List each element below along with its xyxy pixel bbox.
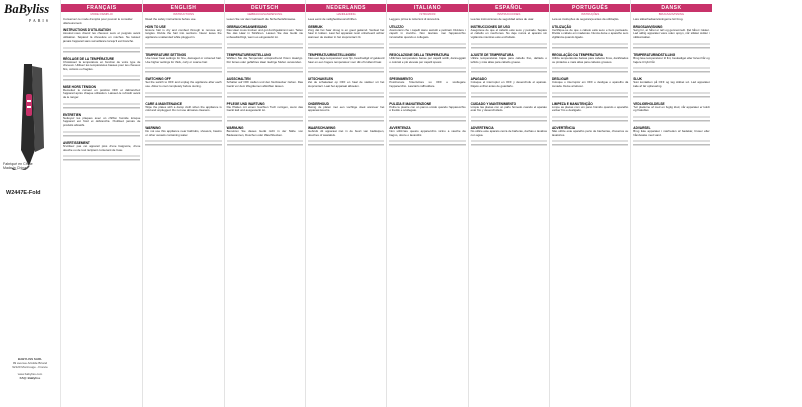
section-body: Das Haar muss trocken und gut durchgekämmt sein. Teilen Sie das Haar in Strähnen. Lassen Sie das Gerät nie unbeaufsichtigt, wenn es eingesteckt ist. [226, 27, 303, 40]
language-column [468, 0, 549, 407]
section-body: Brug lave temperaturer til fint, beskadiget eller farvet hår og højere til tykt hår. [633, 55, 710, 64]
section-title: REGULAÇÃO DA TEMPERATURA [551, 52, 603, 57]
section-body: Die Platten mit einem feuchten Tuch reinigen, wenn das Gerät kalt und ausgesteckt ist. [226, 104, 303, 113]
section-title: INSTRUCCIONES DE USO [470, 24, 511, 29]
section-title: HOW TO USE [145, 24, 166, 29]
section-title: TEMPERATURINDSTILLING [633, 52, 676, 57]
section-body: Assurez-vous d'avoir les cheveux secs et peignés avant utilisation. Séparez la chevelure en mèches. Ne laissez jamais l'appareil sans surveillance lorsqu'il est branché. [63, 31, 141, 43]
section-body: Use lower heat settings for fine, damaged or coloured hair. Use higher settings for thick, curly or coarse hair. [145, 55, 222, 64]
language-column [305, 0, 386, 407]
column-intro: Read the safety instructions before use. [145, 17, 197, 21]
section-title: RÉGLAGE DE LA TEMPÉRATURE [63, 56, 115, 61]
section-title: AUSSCHALTEN [226, 77, 251, 82]
section-body: Sæt kontakten på OFF og tag stikket ud. Lad apparatet køle af før opbevaring. [633, 80, 710, 88]
text-block-filler [633, 66, 709, 74]
text-block-filler [552, 139, 628, 147]
text-block-filler [552, 91, 628, 99]
section-title: REGOLAZIONE DELLA TEMPERATURA [389, 52, 450, 57]
text-block-filler [308, 91, 384, 99]
text-block-filler [471, 42, 547, 50]
company-address [4, 358, 56, 381]
language-heading: FRANÇAIS [61, 4, 142, 12]
text-block-filler [145, 139, 221, 147]
brand-logo-sub: PARIS [29, 18, 50, 23]
section-body: Zet de schakelaar op OFF en haal de stekker uit het stopcontact. Laat het apparaat afkoelen. [307, 80, 385, 88]
text-block-filler [145, 91, 221, 99]
text-block-filler [145, 42, 221, 50]
section-title: UTILIZAÇÃO [551, 24, 572, 29]
section-title: DESLIGAR [551, 77, 569, 82]
text-block-filler [471, 139, 547, 147]
section-body: Gebruik dit apparaat niet in de buurt van badkuipen, douches of wastafels. [307, 129, 385, 137]
section-body: Choisissez la température en fonction de votre type de cheveux. Utilisez les températures basses pour les cheveux fins, colorés ou fragiles. [63, 59, 141, 71]
section-title: ONDERHOUD [307, 101, 329, 106]
section-body: Non utilizzare questo apparecchio vicino a vasche da bagno, docce o lavandini. [389, 129, 466, 137]
section-body: Zorg dat het haar droog is en goed gekamd. Verdeel het haar in lokken. Laat het apparaat nooit onbeheerd achter wanneer de stekker in het stopcontact zit. [307, 27, 385, 40]
section-body: Utilice temperaturas bajas para cabello fino, dañado o teñido y más altas para cabello grueso. [470, 55, 547, 64]
text-block-filler [633, 91, 709, 99]
text-block-filler [389, 115, 465, 123]
text-block-filler [389, 42, 465, 50]
section-title: ENTRETIEN [63, 112, 82, 117]
left-panel [0, 0, 61, 407]
text-block-filler [227, 42, 303, 50]
language-subheading: BRUGSANVISNING [658, 12, 685, 16]
text-block-filler [63, 154, 140, 162]
section-title: PULIZIA E MANUTENZIONE [389, 101, 432, 106]
section-title: AJUSTE DE TEMPERATURA [470, 52, 514, 57]
column-sections [389, 25, 465, 148]
brand-logo-text: BaByliss [4, 2, 50, 16]
section-body: Reinig de platen met een vochtige doek wanneer het apparaat koud is. [307, 104, 385, 113]
section-body: Schalter auf OFF stellen und den Netzstecker ziehen. Das Gerät vor dem Wegräumen abkühlen lassen. [226, 80, 303, 88]
column-sections [63, 28, 140, 162]
model-number: W2447E-Fold [6, 190, 41, 196]
column-sections [227, 25, 303, 148]
section-body: Posizionare l'interruttore su OFF e scollegare l'apparecchio. Lasciarlo raffreddare. [389, 80, 466, 88]
language-subheading: HANDLEIDING [336, 12, 356, 16]
column-sections [145, 25, 221, 148]
section-title: MISE HORS TENSION [63, 84, 96, 89]
section-body: Wipe the plates with a damp cloth when the appliance is cold and unplugged. Do not use abrasive cleaners. [145, 104, 222, 113]
section-body: Sørg for, at håret er tørt og gennemredt. Del håret i lokker. Lad aldrig apparatet være uden opsyn, når stikket sidder i stikkontakten. [633, 27, 710, 40]
section-title: SPEGNIMENTO [389, 77, 413, 82]
column-intro: Leia as instruções de segurança antes da utilização. [551, 17, 620, 21]
section-body: Set the switch to OFF and unplug the appliance after each use. Allow to cool completely before storing. [145, 80, 222, 88]
section-body: Remettez le curseur en position OFF et débranchez l'appareil après chaque utilisation. Laissez-le refroidir avant de le ranger. [63, 87, 141, 100]
section-body: Tør pladerne af med en fugtig klud, når apparatet er koldt og frakoblet. [633, 104, 710, 113]
text-block-filler [63, 46, 140, 54]
section-title: PFLEGE UND WARTUNG [226, 101, 265, 106]
section-body: Ensure hair is dry and combed through to remove any tangles. Divide the hair into sections. Never leave the appliance unattended while plugged in. [145, 27, 222, 40]
text-block-filler [227, 66, 303, 74]
section-title: SLUK [633, 77, 642, 82]
section-body: Coloque el interruptor en OFF y desenchufe el aparato. Déjelo enfriar antes de guardarlo. [470, 80, 547, 88]
section-title: AVVERTENZA [389, 126, 411, 131]
section-body: Brug ikke apparatet i nærheden af badekar, bruser eller håndvaske med vand. [633, 129, 710, 137]
section-body: Nettoyez les plaques avec un chiffon humide lorsque l'appareil est froid et débranché. N'utilisez jamais de produits abrasifs. [63, 115, 141, 128]
language-heading: ENGLISH [143, 4, 223, 12]
section-body: Certifique-se de que o cabelo está seco e bem penteado. Divida o cabelo em madeixas. Nunca deixe o aparelho sem vigilância quando ligado. [551, 27, 629, 40]
address-line: 99 avenue Aristide Briand [12, 360, 48, 365]
language-heading: ITALIANO [387, 4, 467, 12]
section-title: UITSCHAKELEN [307, 77, 333, 82]
column-intro: Leggere prima le istruzioni di sicurezza. [389, 17, 441, 21]
text-block-filler [63, 130, 140, 138]
section-body: Kies een lage temperatuur voor fijn, beschadigd of gekleurd haar en een hogere temperatuur voor dik of krullend haar. [307, 55, 385, 64]
made-in-label [3, 162, 33, 170]
section-title: AVERTISSEMENT [63, 140, 90, 145]
section-title: WARNUNG [226, 126, 244, 131]
column-intro: Lesen Sie vor dem Gebrauch die Sicherheitshinweise. [226, 17, 297, 21]
section-title: WAARSCHUWING [307, 126, 336, 131]
text-block-filler [227, 139, 303, 147]
section-title: GEBRAUCHSANWEISUNG [226, 24, 268, 29]
text-block-filler [227, 115, 303, 123]
section-title: CUIDADO Y MANTENIMIENTO [470, 101, 517, 106]
text-block-filler [308, 115, 384, 123]
section-body: Utilize temperaturas baixas para cabelos finos, danificados ou pintados e mais altas para cabelos grossos. [551, 55, 629, 64]
hair-straightener-illustration [2, 60, 58, 170]
section-title: ADVERTENCIA [470, 126, 494, 131]
section-body: Asegúrese de que el cabello esté seco y peinado. Separe el cabello en mechones. No deje nunca el aparato sin vigilancia mientras esté enchufado. [470, 27, 547, 40]
address-line: 92120 Montrouge - France [12, 364, 48, 369]
section-title: VEDLIGEHOLDELSE [633, 101, 665, 106]
language-columns [61, 0, 802, 407]
language-column [386, 0, 467, 407]
address-line: www.babyliss.com [17, 372, 43, 377]
language-column [61, 0, 142, 407]
section-title: TEMPERATUURINSTELLINGEN [307, 52, 356, 57]
section-body: Wählen Sie die Temperatur entsprechend Ihrem Haartyp. Für feines oder gefärbtes Haar niedrige Stufen verwenden. [226, 55, 303, 64]
language-heading: NEDERLANDS [306, 4, 386, 12]
section-title: TEMPERATUREINSTELLUNG [226, 52, 272, 57]
section-body: Utilizzare temperature basse per capelli sottili, danneggiati o colorati e più elevate per capelli spessi. [389, 55, 466, 64]
language-subheading: ISTRUZIONI [419, 12, 436, 16]
text-block-filler [63, 74, 140, 82]
column-sections [633, 25, 709, 148]
address-line: FAQ: BaByliss [19, 376, 41, 381]
column-intro: Lea las instrucciones de seguridad antes de usar. [470, 17, 535, 21]
section-title: WARNING [145, 126, 161, 131]
section-title: LIMPEZA E MANUTENÇÃO [551, 101, 593, 106]
address-line: BABYLISS SARL [17, 357, 43, 361]
language-heading: PORTUGUÊS [550, 4, 630, 12]
made-in-en: Made in China [3, 166, 27, 171]
text-block-filler [227, 91, 303, 99]
language-subheading: INSTRUCTIONS [173, 12, 194, 16]
column-intro: Lees eerst de veiligheidsvoorschriften. [307, 17, 358, 21]
language-heading: ESPAÑOL [469, 4, 549, 12]
section-body: Não utilize este aparelho perto de banheiras, chuveiros ou lavatórios. [551, 129, 629, 137]
section-body: Limpie las placas con un paño húmedo cuando el aparato esté frío y desenchufado. [470, 104, 547, 113]
section-body: No utilice este aparato cerca de bañeras, duchas o lavabos con agua. [470, 129, 547, 137]
language-subheading: INSTRUCCIONES [497, 12, 521, 16]
section-body: Coloque o interruptor em OFF e desligue o aparelho da tomada. Deixe arrefecer. [551, 80, 629, 88]
column-intro: Conservez ce mode d'emploi pour pouvoir le consulter ultérieurement. [63, 17, 133, 25]
text-block-filler [389, 66, 465, 74]
language-heading: DANSK [631, 4, 711, 12]
text-block-filler [308, 66, 384, 74]
section-title: UTILIZZO [389, 24, 404, 29]
text-block-filler [63, 102, 140, 110]
text-block-filler [471, 66, 547, 74]
language-column [224, 0, 305, 407]
language-column [630, 0, 711, 407]
section-body: Benutzen Sie dieses Gerät nicht in der Nähe von Badewannen, Duschen oder Waschbecken. [226, 129, 303, 137]
text-block-filler [552, 66, 628, 74]
text-block-filler [552, 115, 628, 123]
column-intro: Læs sikkerhedsanvisningerne før brug. [633, 17, 684, 21]
language-subheading: INSTRUÇÕES [580, 12, 600, 16]
text-block-filler [145, 66, 221, 74]
section-body: Assicurarsi che i capelli siano asciutti e pettinati. Dividere i capelli in ciocche. Non lasciare mai l'apparecchio incustodito quando è collegato. [389, 27, 466, 40]
language-subheading: GEBRAUCHSANWEISUNG [247, 12, 283, 16]
text-block-filler [389, 91, 465, 99]
column-sections [471, 25, 547, 148]
column-sections [308, 25, 384, 148]
text-block-filler [308, 139, 384, 147]
made-in-fr: Fabriqué en Chine [3, 162, 33, 166]
brand-logo [4, 3, 56, 27]
section-body: Do not use this appliance near bathtubs, showers, basins or other vessels containing water. [145, 129, 222, 137]
column-sections [552, 25, 628, 148]
text-block-filler [389, 139, 465, 147]
section-title: ADVARSEL [633, 126, 651, 131]
language-heading: DEUTSCH [225, 4, 305, 12]
section-title: INSTRUCTIONS D'UTILISATION [63, 28, 111, 33]
section-title: TEMPERATURE SETTINGS [145, 52, 187, 57]
language-subheading: MODE D'EMPLOI [90, 12, 113, 16]
section-body: Pulire le piastre con un panno umido quando l'apparecchio è freddo e scollegato. [389, 104, 466, 113]
text-block-filler [471, 91, 547, 99]
section-title: GEBRUIK [307, 24, 323, 29]
text-block-filler [633, 42, 709, 50]
section-title: BRUGSANVISNING [633, 24, 663, 29]
language-column [142, 0, 223, 407]
section-body: N'utilisez pas cet appareil près d'une baignoire, d'une douche ou de tout récipient contenant de l'eau. [63, 143, 141, 152]
text-block-filler [308, 42, 384, 50]
section-body: Limpe as placas com um pano húmido quando o aparelho estiver frio e desligado. [551, 104, 629, 113]
text-block-filler [633, 139, 709, 147]
text-block-filler [552, 42, 628, 50]
section-title: CARE & MAINTENANCE [145, 101, 182, 106]
text-block-filler [145, 115, 221, 123]
text-block-filler [471, 115, 547, 123]
section-title: APAGADO [470, 77, 487, 82]
language-column [549, 0, 630, 407]
text-block-filler [633, 115, 709, 123]
section-title: ADVERTÊNCIA [551, 126, 575, 131]
section-title: SWITCHING OFF [145, 77, 171, 82]
